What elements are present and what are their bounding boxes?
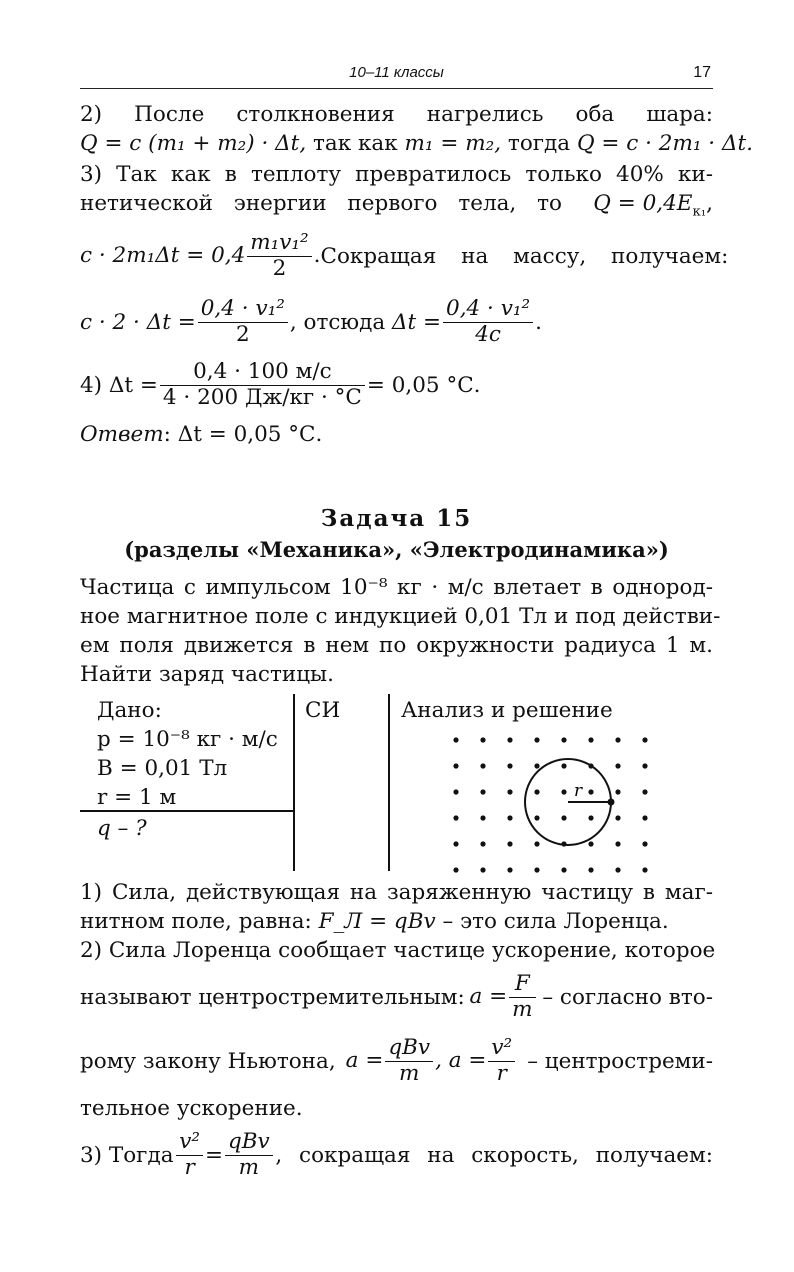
fraction-delta-t-num: 0,4 · v₁² [443,297,533,323]
field-dot [507,841,512,846]
fraction-numeric-num: 0,4 · 100 м/с [160,360,365,386]
given-radius: r = 1 м [97,785,177,810]
fraction-qbv-m-2-num: qBv [225,1130,273,1156]
fraction-qbv-m-num: qBv [385,1036,433,1062]
fraction-kinetic [247,231,311,281]
field-dot [453,867,458,872]
fraction-numeric [160,360,365,410]
fraction-v2-r-den: r [496,1060,507,1086]
magnetic-field-figure [446,730,666,880]
step4-result: = 0,05 °С. [366,372,481,398]
analysis-header: Анализ и решение [401,698,613,723]
sol-line7 [80,1124,713,1186]
problem-subtitle: (разделы «Механика», «Электродинамика») [124,537,669,562]
answer-line [80,420,713,449]
sol-line4-text: называют центростремительным: [80,984,465,1010]
field-dot [534,841,539,846]
field-dot [480,763,485,768]
find-charge: q – ? [97,816,147,841]
field-dot [480,737,485,742]
field-dot [453,815,458,820]
field-dot [561,815,566,820]
step3-line4: c · 2 · Δt = $\frac{\text{0,4 · v₁²}}{2}$ , отсюда Δt = $\frac{\text{0,4 · v₁²}}{4c}$ . [80,295,542,347]
sol-line3: 2) Сила Лоренца сообщает частице ускорение, которое [80,938,716,963]
sol-line6: тельное ускорение. [80,1096,303,1121]
field-dot [588,815,593,820]
text-since: так как [313,131,398,156]
table-divider-2 [388,694,390,871]
step2-equation [80,129,753,158]
given-induction: B = 0,01 Тл [97,756,228,781]
answer-value: : Δt = 0,05 °С. [163,422,323,447]
answer-label: Ответ [80,422,164,447]
fraction-reduced-num: 0,4 · v₁² [198,297,288,323]
field-dot [615,815,620,820]
field-dot [615,841,620,846]
given-momentum: p = 10⁻⁸ кг · м/с [97,727,278,752]
fraction-delta-t-den: 4c [475,321,501,347]
fraction-qbv-m-2-den: m [238,1154,260,1180]
table-divider-1 [293,694,295,871]
fraction-v2-r [488,1036,515,1086]
field-dot [642,789,647,794]
sol-line2-tail: – это сила Лоренца. [442,909,669,934]
eq-energy-left: c · 2m₁Δt = 0,4 [80,243,246,268]
step3-line2 [80,189,713,218]
field-dot [507,789,512,794]
step3-line3-text: Сокращая на массу, получаем: [320,243,729,269]
text-hence: , отсюда [289,309,386,335]
fraction-delta-t [443,297,533,347]
page-number: 17 [693,64,711,81]
problem-text-line: ем поля движется в нем по окружности радиуса 1 м. [80,633,713,658]
field-dot [642,867,647,872]
step3-line2-text: нетической энергии первого тела, то [80,191,562,216]
field-dot [507,867,512,872]
eq-q-sum: Q = c (m₁ + m₂) · Δt, [80,131,307,156]
fraction-v2-r-2-den: r [184,1154,195,1180]
particle-dot [608,799,615,806]
field-dot [453,763,458,768]
eq-a1: a = [345,1048,384,1073]
field-dot [507,815,512,820]
field-dot [534,815,539,820]
field-dot [480,789,485,794]
eq-lorentz: F_Л = qBv [318,909,436,934]
field-dot [534,789,539,794]
sol-line7-tail: , сокращая на скорость, получаем: [275,1142,713,1168]
step4-line [80,354,713,416]
fraction-f-m [509,972,535,1022]
fraction-kinetic-num: m₁v₁² [247,231,311,257]
field-dot [534,867,539,872]
eq-reduced-left: c · 2 · Δt = [80,309,196,335]
field-dot [453,841,458,846]
field-dot [588,867,593,872]
fraction-f-m-num: F [509,972,535,998]
eq-mass-equal: m₁ = m₂, [404,131,502,156]
step4-label: 4) Δt = [80,372,158,398]
field-dot [507,737,512,742]
field-dot [561,737,566,742]
field-dot [588,841,593,846]
step3-line3 [80,226,729,286]
running-header [80,60,713,89]
field-dot [615,763,620,768]
fraction-v2-r-num: v² [488,1036,515,1062]
field-dot [534,737,539,742]
field-dot [480,841,485,846]
problem-title: Задача 15 [320,505,473,532]
field-dot [507,763,512,768]
field-dot [561,763,566,768]
radius-label: r [574,781,583,801]
field-dots [453,737,647,872]
eq-a2: , a = [435,1048,487,1073]
field-dot [642,763,647,768]
sol-line5-tail: – центростреми- [527,1048,713,1074]
si-header: СИ [305,698,341,723]
field-dot [534,763,539,768]
fraction-qbv-m-2 [225,1130,273,1180]
field-dot [642,841,647,846]
fraction-qbv-m-den: m [399,1060,420,1086]
problem-text-line: ное магнитное поле с индукцией 0,01 Тл и под действи- [80,604,721,629]
fraction-v2-r-2 [176,1130,203,1180]
given-header: Дано: [97,698,162,723]
eq-energy-balance: c · 2m₁Δt = 0,4 $\frac{\text{m₁v₁²}}{2}$ . [80,229,321,281]
field-dot [561,867,566,872]
eq-heat-value: Q = 0,4E [593,191,693,216]
field-dot [453,737,458,742]
step2-label: 2) После столкновения нагрелись оба шара: [80,102,713,127]
sol-line7-label: 3) Тогда [80,1142,174,1168]
field-dot [561,789,566,794]
sol-line4-tail: – согласно вто- [542,984,713,1010]
field-dot [615,789,620,794]
field-dot [480,867,485,872]
header-title: 10–11 классы [349,64,444,81]
sol-line2-text: нитном поле, равна: [80,909,312,934]
step3-line1: 3) Так как в теплоту превратилось только 40% ки- [80,162,713,187]
eq-equate: $\frac{\text{v²}}{r}$ = $\frac{\text{qBv}}{m}$ [174,1130,275,1180]
field-dot [588,789,593,794]
problem-text-line: Найти заряд частицы. [80,662,334,687]
sol-line1: 1) Сила, действующая на заряженную частицу в маг- [80,880,713,905]
eq-acceleration-force [469,972,537,1022]
fraction-reduced-den: 2 [235,321,250,347]
field-dot [588,737,593,742]
fraction-qbv-m [385,1036,433,1086]
eq-delta-t: Δt = [392,309,442,335]
fraction-numeric-den: 4 · 200 Дж/кг · °С [162,384,362,410]
fraction-v2-r-2-num: v² [176,1130,203,1156]
problem-text-line: Частица с импульсом 10⁻⁸ кг · м/с влетает в однород- [80,575,713,600]
text-then: тогда [507,131,571,156]
sol-line2 [80,907,713,936]
fraction-reduced [198,297,288,347]
eq-acceleration-pair [346,1036,518,1086]
eq-heat-fraction: $Q = 0,4E_{к_1}$, [593,191,713,220]
eq-heat-sub: к₁ [692,204,707,220]
fraction-f-m-den: m [512,996,533,1022]
field-dot [480,815,485,820]
eq-q-result: Q = c · 2m₁ · Δt. [576,131,753,156]
sol-line5 [80,1030,713,1092]
field-dot [642,815,647,820]
sol-line4 [80,966,713,1028]
field-dot [615,867,620,872]
field-dot [615,737,620,742]
field-dot [453,789,458,794]
sol-line5-text: рому закону Ньютона, [80,1048,336,1074]
eq-a: a = [469,984,508,1009]
field-dot [642,737,647,742]
fraction-kinetic-den: 2 [272,255,287,281]
